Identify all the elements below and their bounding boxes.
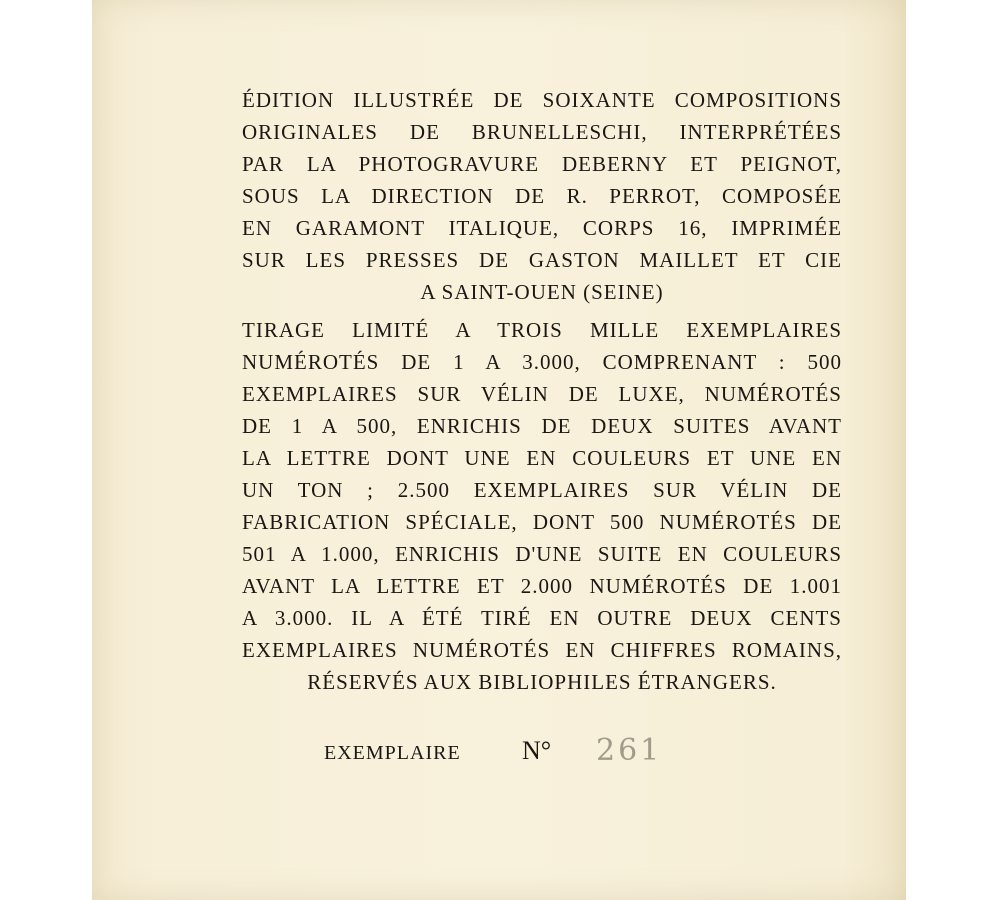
colophon-line: A SAINT-OUEN (SEINE) [420,280,664,304]
colophon-line: FABRICATION SPÉCIALE, DONT 500 NUMÉROTÉS DE [242,510,842,534]
copy-number: 261 [596,733,663,768]
colophon-line: LA LETTRE DONT UNE EN COULEURS ET UNE EN [242,446,842,470]
colophon-line: SOUS LA DIRECTION DE R. PERROT, COMPOSÉE [242,184,842,208]
colophon-line: RÉSERVÉS AUX BIBLIOPHILES ÉTRANGERS. [307,670,777,694]
colophon-line: ORIGINALES DE BRUNELLESCHI, INTERPRÉTÉES [242,120,842,144]
colophon-line: EN GARAMONT ITALIQUE, CORPS 16, IMPRIMÉE [242,216,842,240]
colophon-line: 501 A 1.000, ENRICHIS D'UNE SUITE EN COULEURS [242,542,842,566]
colophon-line: NUMÉROTÉS DE 1 A 3.000, COMPRENANT : 500 [242,350,842,374]
colophon-line: EXEMPLAIRES NUMÉROTÉS EN CHIFFRES ROMAINS, [242,638,842,662]
colophon-line: EXEMPLAIRES SUR VÉLIN DE LUXE, NUMÉROTÉS [242,382,842,406]
colophon-line: PAR LA PHOTOGRAVURE DEBERNY ET PEIGNOT, [242,152,842,176]
colophon-line: DE 1 A 500, ENRICHIS DE DEUX SUITES AVANT [242,414,842,438]
exemplaire-label: EXEMPLAIRE [324,742,461,764]
number-symbol: N° [522,736,552,765]
colophon-line: A 3.000. IL A ÉTÉ TIRÉ EN OUTRE DEUX CENTS [242,606,842,630]
book-page [92,0,906,900]
copy-number-line [324,733,744,770]
colophon-line: ÉDITION ILLUSTRÉE DE SOIXANTE COMPOSITIONS [242,88,842,112]
colophon-line: AVANT LA LETTRE ET 2.000 NUMÉROTÉS DE 1.001 [242,574,842,598]
colophon-line: UN TON ; 2.500 EXEMPLAIRES SUR VÉLIN DE [242,478,842,502]
colophon-line: TIRAGE LIMITÉ A TROIS MILLE EXEMPLAIRES [242,318,842,342]
colophon-line: SUR LES PRESSES DE GASTON MAILLET ET CIE [242,248,842,272]
